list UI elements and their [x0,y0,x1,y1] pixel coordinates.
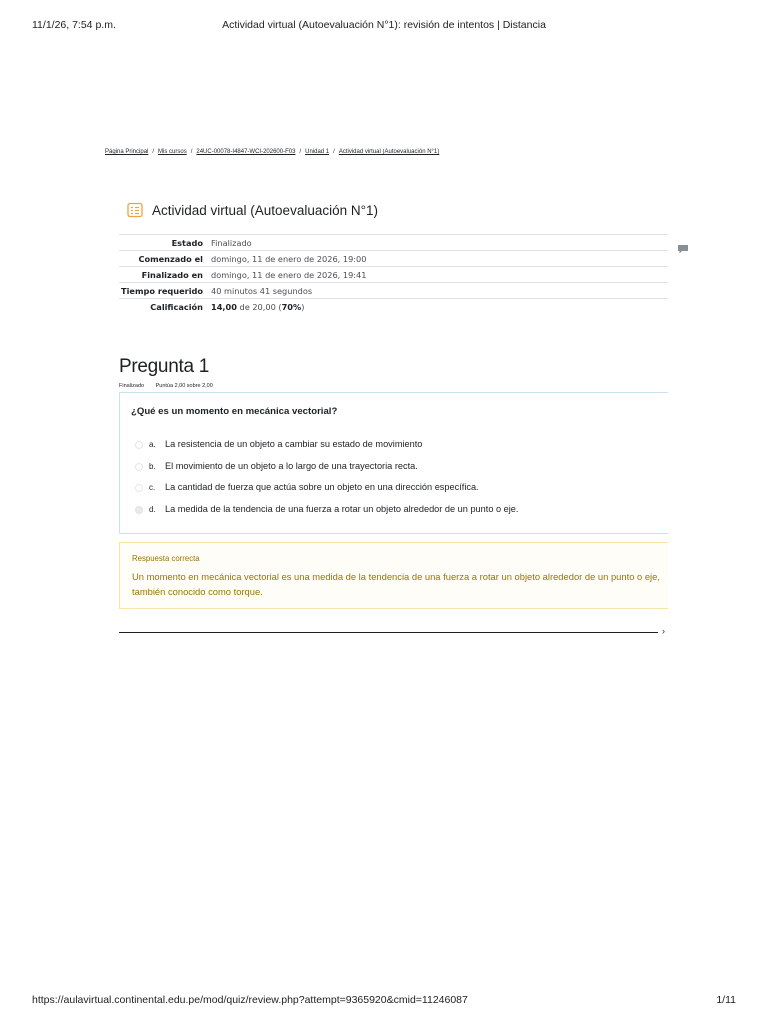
question-mark: Puntúa 2,00 sobre 2,00 [155,383,213,389]
question-state: Finalizado [119,383,145,389]
answer-option[interactable] [135,439,518,461]
question-info [119,383,223,389]
summary-label: Comenzado el [138,253,203,264]
breadcrumb-item-my-courses[interactable]: Mis cursos [158,149,187,155]
breadcrumb [105,149,439,155]
breadcrumb-item-home[interactable]: Página Principal [105,149,149,155]
quiz-icon [127,202,143,218]
summary-value: domingo, 11 de enero de 2026, 19:41 [211,269,367,280]
summary-label: Calificación [150,301,203,312]
radio-button[interactable] [135,484,143,492]
radio-button[interactable] [135,441,143,449]
answer-option[interactable] [135,461,518,483]
navigation-divider [119,632,658,633]
attempt-summary-table [119,234,668,315]
summary-label: Tiempo requerido [121,285,203,296]
page-title: Actividad virtual (Autoevaluación N°1) [152,202,379,218]
answer-letter: c. [149,483,156,492]
comment-icon [677,244,689,254]
answer-option[interactable] [135,482,518,504]
summary-row [119,299,668,315]
summary-row [119,251,668,267]
breadcrumb-separator: / [190,149,193,155]
radio-button[interactable] [135,463,143,471]
answer-letter: b. [149,461,156,471]
summary-row [119,267,668,283]
answer-text: La medida de la tendencia de una fuerza a rotar un objeto alrededor de un punto o eje. [165,503,519,514]
summary-value: 40 minutos 41 segundos [211,285,313,296]
summary-label: Estado [171,237,203,248]
answer-text: La resistencia de un objeto a cambiar su estado de movimiento [165,439,423,449]
print-page-title: Actividad virtual (Autoevaluación N°1): revisión de intentos | Distancia [222,19,546,31]
answer-text: El movimiento de un objeto a lo largo de una trayectoria recta. [165,460,418,471]
answer-letter: a. [149,440,156,449]
breadcrumb-separator: / [152,149,155,155]
print-header [32,19,736,33]
summary-value: Finalizado [211,237,252,248]
breadcrumb-item-unit[interactable]: Unidad 1 [305,149,330,155]
breadcrumb-item-course[interactable]: 24UC-00078-I4847-WCI-202600-F03 [196,149,296,155]
grade-percent: 70% [281,301,302,312]
answer-option[interactable] [135,504,518,526]
feedback-title: Respuesta correcta [132,554,200,563]
feedback-text: Un momento en mecánica vectorial es una medida de la tendencia de una fuerza a rotar un objeto alrededor de un punto o eje, también conocido como torque. [132,571,660,597]
summary-grade [211,299,668,315]
print-datetime: 11/1/26, 7:54 p.m. [32,19,116,31]
print-url: https://aulavirtual.continental.edu.pe/mod/quiz/review.php?attempt=9365920&cmid=11246087 [32,994,468,1006]
grade-score: 14,00 [211,301,237,312]
comment-drawer-toggle[interactable] [677,241,689,251]
answer-text: La cantidad de fuerza que actúa sobre un objeto en una dirección específica. [165,482,479,492]
next-arrow-icon[interactable]: › [662,626,665,636]
print-footer [32,994,736,1008]
summary-label: Finalizado en [141,269,203,280]
summary-value: domingo, 11 de enero de 2026, 19:00 [211,253,367,264]
question-number: Pregunta 1 [119,356,209,377]
answer-letter: d. [149,504,156,514]
breadcrumb-item-activity[interactable]: Actividad virtual (Autoevaluación N°1) [338,149,440,155]
summary-row [119,283,668,299]
answer-list [135,439,518,525]
quiz-header [127,202,378,218]
breadcrumb-separator: / [333,149,335,155]
question-feedback [119,542,668,609]
radio-button-selected[interactable] [135,506,143,514]
question-text: ¿Qué es un momento en mecánica vectorial? [131,406,338,417]
summary-row [119,235,668,251]
grade-max: de 20,00 ( [236,301,282,312]
breadcrumb-separator: / [299,149,302,155]
print-page-number: 1/11 [716,994,736,1006]
question-formulation [119,392,668,534]
grade-close: ) [301,301,305,312]
